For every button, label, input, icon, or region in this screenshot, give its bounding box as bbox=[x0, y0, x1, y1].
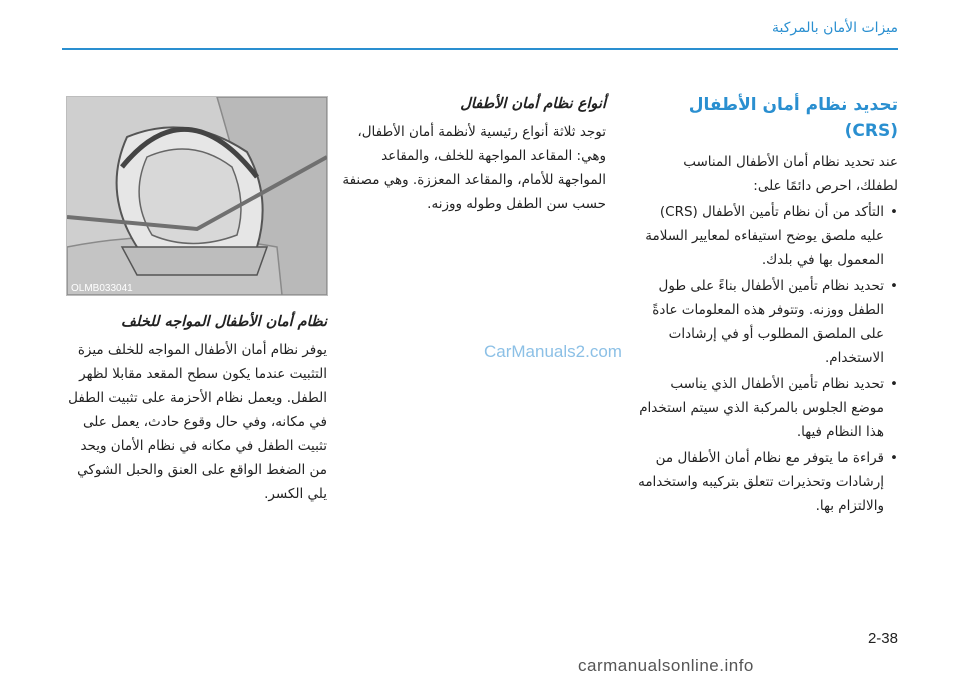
list-item: • تحديد نظام تأمين الأطفال بناءً على طول الطفل ووزنه. وتتوفر هذه المعلومات عادةً على الملصق المطلوب أو في إرشادات الاستخدام. bbox=[638, 274, 898, 370]
list-item: • التأكد من أن نظام تأمين الأطفال (CRS) عليه ملصق يوضح استيفاءه لمعايير السلامة المعمول بها في بلدك. bbox=[638, 200, 898, 272]
footer-watermark: carmanualsonline.info bbox=[578, 656, 754, 675]
crs-selection-title: تحديد نظام أمان الأطفال (CRS) bbox=[688, 95, 898, 141]
rear-facing-title: نظام أمان الأطفال المواجه للخلف bbox=[121, 314, 327, 330]
left-column bbox=[62, 310, 327, 506]
figure-code: OLMB033041 bbox=[71, 283, 133, 294]
rear-facing-seat-illustration bbox=[66, 96, 328, 296]
list-item: • قراءة ما يتوفر مع نظام أمان الأطفال من إرشادات وتحذيرات تتعلق بتركيبه واستخدامه والالتزام بها. bbox=[638, 446, 898, 518]
crs-selection-intro: عند تحديد نظام أمان الأطفال المناسب لطفلك، احرص دائمًا على: bbox=[683, 154, 898, 194]
list-item: • تحديد نظام تأمين الأطفال الذي يناسب موضع الجلوس بالمركبة الذي سيتم استخدام هذا النظام فيها. bbox=[638, 372, 898, 444]
crs-types-body: توجد ثلاثة أنواع رئيسية لأنظمة أمان الأطفال، وهي: المقاعد المواجهة للخلف، والمقاعد المواجهة للأمام، والمقاعد المعززة. وهي مصنفة حسب سن الطفل وطوله ووزنه. bbox=[342, 124, 606, 212]
header-title: ميزات الأمان بالمركبة bbox=[772, 20, 898, 36]
middle-column bbox=[341, 92, 606, 216]
child-seat-drawing bbox=[67, 97, 327, 295]
right-column bbox=[638, 92, 898, 518]
crs-selection-list bbox=[638, 200, 898, 518]
header-rule bbox=[62, 48, 898, 50]
crs-types-title: أنواع نظام أمان الأطفال bbox=[460, 96, 606, 112]
carmanuals-watermark: CarManuals2.com bbox=[484, 342, 622, 361]
page-number: 2-38 bbox=[867, 630, 898, 647]
rear-facing-body: يوفر نظام أمان الأطفال المواجه للخلف ميزة التثبيت عندما يكون سطح المقعد مقابلا لظهر الطفل. ويعمل نظام الأحزمة على تثبيت الطفل في مكانه، وفي حال وقوع حادث، يعمل على تثبيت الطفل في مكانه في نظام الأمان ويحد من الضغط الواقع على العنق والحبل الشوكي يلي الكسر. bbox=[68, 342, 327, 502]
